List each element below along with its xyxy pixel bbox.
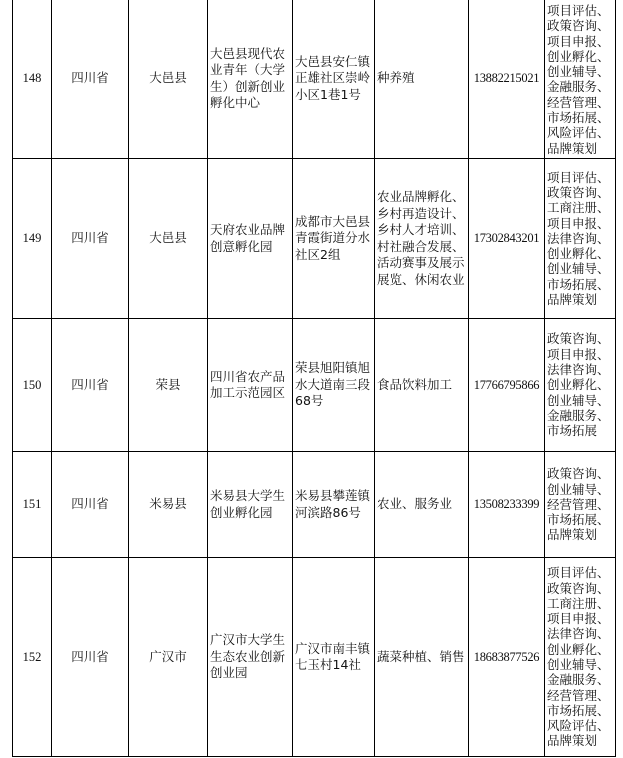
incubator-name-cell: 天府农业品牌创意孵化园 [208,159,293,319]
address-cell: 大邑县安仁镇正雄社区崇岭小区1巷1号 [293,0,375,159]
address-cell: 荣县旭阳镇旭水大道南三段68号 [293,319,375,452]
service-item: 法律咨询、 [547,230,610,246]
service-item: 工商注册、 [547,200,610,216]
row-number: 148 [13,0,52,159]
service-item: 创业辅导、 [547,481,610,497]
industry-cell: 食品饮料加工 [375,319,469,452]
table-row [13,319,616,452]
county-cell: 荣县 [129,319,208,452]
table-row [13,0,616,159]
service-item: 风险评估、 [547,718,610,734]
province-cell: 四川省 [52,319,129,452]
table-row [13,558,616,757]
phone-cell: 17766795866 [469,319,545,452]
service-item: 创业孵化、 [547,377,610,393]
industry-cell: 农业、服务业 [375,452,469,558]
service-item: 创业辅导、 [547,392,610,408]
service-item: 金融服务、 [547,407,610,423]
industry-cell: 种养殖 [375,0,469,159]
table-row [13,452,616,558]
incubator-name-cell: 四川省农产品加工示范园区 [208,319,293,452]
service-item: 品牌策划 [547,527,598,543]
county-cell: 大邑县 [129,0,208,159]
service-item: 创业孵化、 [547,48,610,64]
phone-cell: 17302843201 [469,159,545,319]
service-item: 项目申报、 [547,346,610,362]
phone-cell: 18683877526 [469,558,545,757]
service-item: 经营管理、 [547,687,610,703]
service-item: 创业孵化、 [547,641,610,657]
county-cell: 米易县 [129,452,208,558]
service-item: 项目评估、 [547,3,610,18]
row-number: 151 [13,452,52,558]
service-item: 市场拓展、 [547,702,610,718]
address-cell: 成都市大邑县青霞街道分水社区2组 [293,159,375,319]
service-item: 市场拓展 [547,423,598,439]
industry-cell: 农业品牌孵化、乡村再造设计、乡村人才培训、村社融合发展、活动赛事及展示展览、休闲农业 [375,159,469,319]
service-item: 品牌策划 [547,733,598,749]
incubator-table [12,0,616,757]
province-cell: 四川省 [52,452,129,558]
row-number: 149 [13,159,52,319]
service-item: 品牌策划 [547,140,598,156]
table-body [13,0,616,757]
service-item: 创业辅导、 [547,261,610,277]
service-item: 法律咨询、 [547,362,610,378]
service-item: 法律咨询、 [547,626,610,642]
service-item: 政策咨询、 [547,331,610,347]
service-item: 政策咨询、 [547,184,610,200]
table-row [13,159,616,319]
service-item: 政策咨询、 [547,466,610,482]
phone-cell: 13882215021 [469,0,545,159]
service-item: 项目申报、 [547,215,610,231]
service-item: 政策咨询、 [547,18,610,34]
incubator-name-cell: 米易县大学生创业孵化园 [208,452,293,558]
service-item: 创业孵化、 [547,246,610,262]
row-number: 150 [13,319,52,452]
county-cell: 广汉市 [129,558,208,757]
service-item: 项目申报、 [547,611,610,627]
services-cell [545,452,616,558]
service-item: 品牌策划 [547,292,598,308]
incubator-name-cell: 大邑县现代农业青年（大学生）创新创业孵化中心 [208,0,293,159]
service-item: 经营管理、 [547,496,610,512]
county-cell: 大邑县 [129,159,208,319]
incubator-name-cell: 广汉市大学生生态农业创新创业园 [208,558,293,757]
service-item: 创业辅导、 [547,64,610,80]
industry-cell: 蔬菜种植、销售 [375,558,469,757]
service-item: 创业辅导、 [547,657,610,672]
service-item: 经营管理、 [547,94,610,110]
service-item: 政策咨询、 [547,580,610,596]
service-item: 市场拓展、 [547,110,610,126]
services-cell [545,0,616,159]
row-number: 152 [13,558,52,757]
service-item: 项目评估、 [547,565,610,581]
province-cell: 四川省 [52,159,129,319]
service-item: 市场拓展、 [547,512,610,528]
service-item: 工商注册、 [547,595,610,611]
service-item: 风险评估、 [547,125,610,141]
service-item: 项目评估、 [547,169,610,185]
address-cell: 米易县攀莲镇河滨路86号 [293,452,375,558]
province-cell: 四川省 [52,558,129,757]
service-item: 金融服务、 [547,672,610,688]
service-item: 项目申报、 [547,33,610,49]
province-cell: 四川省 [52,0,129,159]
services-cell [545,558,616,757]
address-cell: 广汉市南丰镇七玉村14社 [293,558,375,757]
service-item: 金融服务、 [547,79,610,95]
services-cell [545,159,616,319]
services-cell [545,319,616,452]
service-item: 市场拓展、 [547,276,610,292]
phone-cell: 13508233399 [469,452,545,558]
